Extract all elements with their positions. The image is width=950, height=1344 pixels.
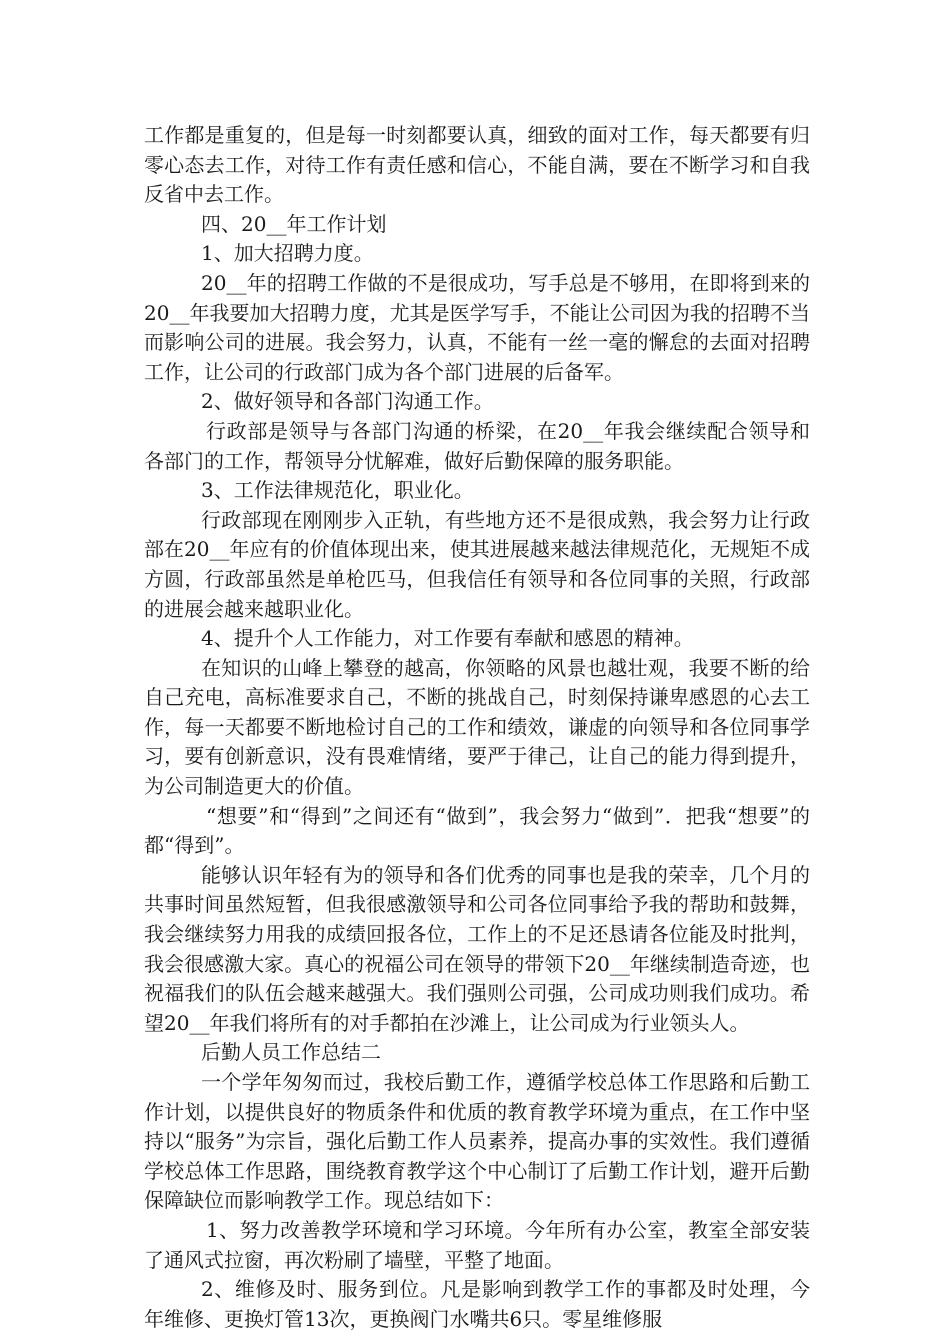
subsection-heading: 4、提升个人工作能力，对工作要有奉献和感恩的精神。 [201,626,694,651]
paragraph: 2、维修及时、服务到位。凡是影响到教学工作的事都及时处理，今年维修、更换灯管13次，更换阀门水嘴共6只。零星维修服 [144,1277,810,1331]
document-body [144,121,810,1334]
paragraph: 在知识的山峰上攀登的越高，你领略的风景也越壮观，我要不断的给自己充电，高标准要求自己，不断的挑战自己，时刻保持谦卑感恩的心去工作，每一天都要不断地检讨自己的工作和绩效，谦虚的向领导和各位同事学习，要有创新意识，没有畏难情绪，要严于律己，让自己的能力得到提升，为公司制造更大的价值。 [144,655,810,799]
paragraph: 20__年的招聘工作做的不是很成功，写手总是不够用，在即将到来的20__年我要加大招聘力度，尤其是医学写手，不能让公司因为我的招聘不当而影响公司的进展。我会努力，认真，不能有一丝一毫的懈怠的去面对招聘工作，让公司的行政部门成为各个部门进展的后备军。 [144,270,810,384]
paragraph: 行政部是领导与各部门沟通的桥梁，在20__年我会继续配合领导和各部门的工作，帮领导分忧解难，做好后勤保障的服务职能。 [144,418,810,473]
paragraph: “想要”和“得到”之间还有“做到”，我会努力“做到”．把我“想要”的都“得到”。 [144,803,810,858]
paragraph: 能够认识年轻有为的领导和各们优秀的同事也是我的荣幸，几个月的共事时间虽然短暂，但我很感激领导和公司各位同事给予我的帮助和鼓舞，我会继续努力用我的成绩回报各位，工作上的不足还恳请各位能及时批判，我会很感激大家。真心的祝福公司在领导的带领下20__年继续制造奇迹，也祝福我们的队伍会越来越强大。我们强则公司强，公司成功则我们成功。希望20__年我们将所有的对手都拍在沙滩上，让公司成为行业领头人。 [144,862,810,1035]
paragraph: 行政部现在刚刚步入正轨，有些地方还不是很成熟，我会努力让行政部在20__年应有的价值体现出来，使其进展越来越法律规范化，无规矩不成方圆，行政部虽然是单枪匹马，但我信任有领导和各位同事的关照，行政部的进展会越来越职业化。 [144,507,810,621]
paragraph: 1、努力改善教学环境和学习环境。今年所有办公室，教室全部安装了通风式拉窗，再次粉刷了墙壁，平整了地面。 [144,1217,810,1272]
subsection-heading: 1、加大招聘力度。 [201,241,374,266]
section-heading: 四、20__年工作计划 [201,211,387,236]
paragraph: 一个学年匆匆而过，我校后勤工作，遵循学校总体工作思路和后勤工作计划，以提供良好的物质条件和优质的教育教学环境为重点，在工作中坚持以“服务”为宗旨，强化后勤工作人员素养，提高办事的实效性。我们遵循学校总体工作思路，围绕教育教学这个中心制订了后勤工作计划，避开后勤保障缺位而影响教学工作。现总结如下： [144,1070,810,1213]
paragraph: 工作都是重复的，但是每一时刻都要认真，细致的面对工作，每天都要有归零心态去工作，对待工作有责任感和信心，不能自满，要在不断学习和自我反省中去工作。 [144,123,810,207]
subsection-heading: 3、工作法律规范化，职业化。 [201,478,474,503]
subsection-heading: 2、做好领导和各部门沟通工作。 [201,389,494,414]
section-heading: 后勤人员工作总结二 [201,1040,381,1065]
